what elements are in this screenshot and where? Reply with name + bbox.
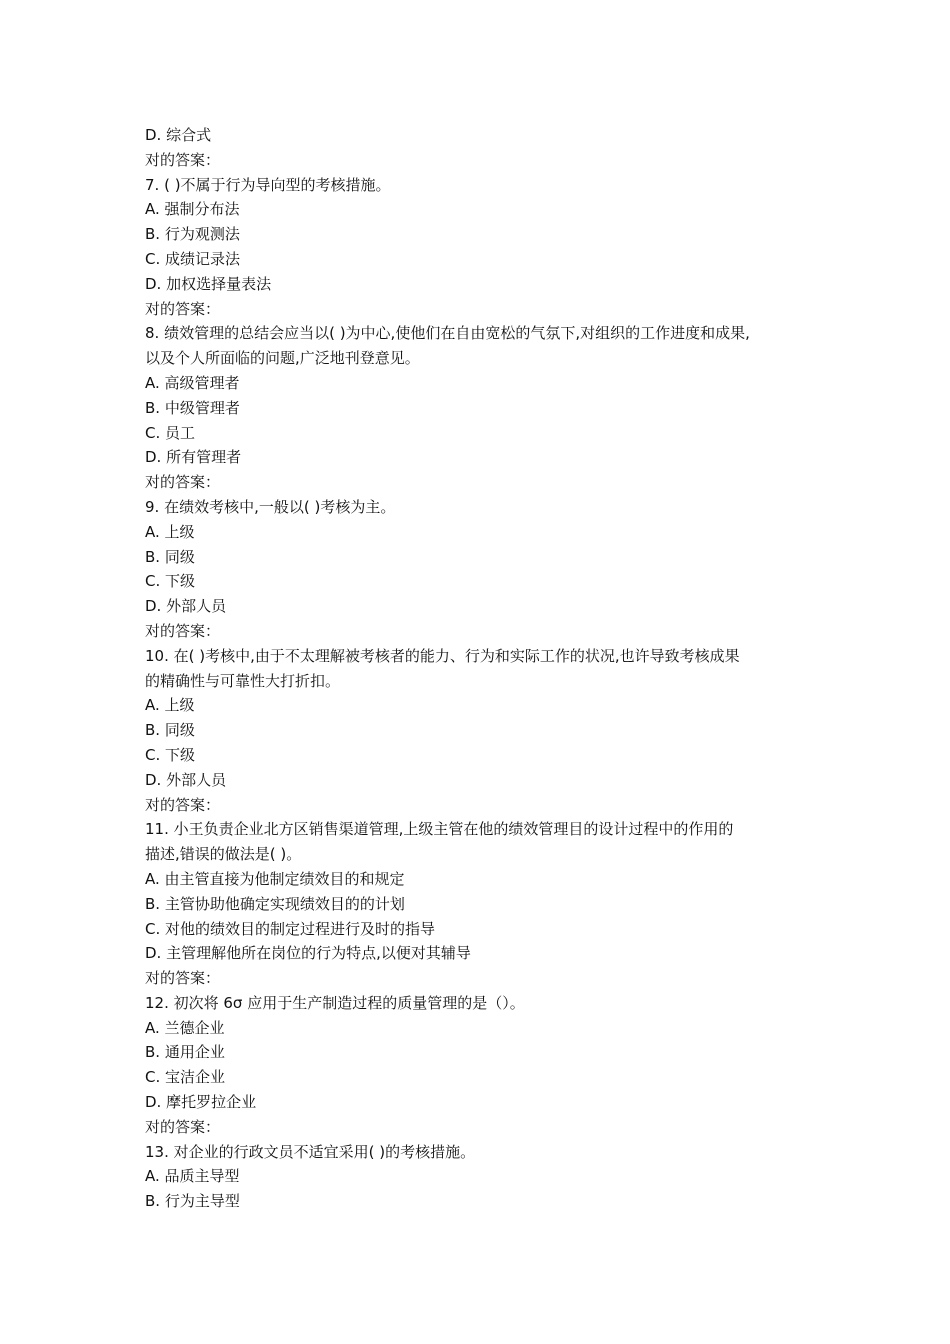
option-line: D. 综合式: [145, 126, 212, 144]
option-line: D. 外部人员: [145, 770, 227, 789]
answer-line: 对的答案：: [145, 150, 221, 169]
option-line: D. 摩托罗拉企业: [145, 1093, 257, 1112]
option-line: C. 员工: [145, 423, 196, 442]
option-line: D. 外部人员: [145, 597, 227, 616]
option-line: C. 下级: [145, 572, 196, 591]
answer-line: 对的答案：: [145, 299, 221, 318]
question-continuation: 描述,错误的做法是( )。: [145, 845, 302, 864]
document-page: [145, 123, 815, 1214]
option-line: A. 上级: [145, 696, 195, 715]
question-continuation: 的精确性与可靠性大打折扣。: [145, 671, 341, 690]
option-line: B. 中级管理者: [145, 398, 240, 417]
option-line: A. 兰德企业: [145, 1018, 225, 1037]
option-line: D. 加权选择量表法: [145, 274, 272, 293]
question-line: 12. 初次将 6σ 应用于生产制造过程的质量管理的是（）。: [145, 993, 525, 1012]
question-line: 7. ( )不属于行为导向型的考核措施。: [145, 175, 391, 194]
answer-line: 对的答案：: [145, 969, 221, 988]
option-line: B. 同级: [145, 721, 195, 740]
option-line: C. 宝洁企业: [145, 1068, 226, 1087]
question-continuation: 以及个人所面临的问题,广泛地刊登意见。: [145, 349, 420, 368]
option-line: C. 下级: [145, 745, 196, 764]
option-line: A. 强制分布法: [145, 200, 240, 219]
question-line: 9. 在绩效考核中,一般以( )考核为主。: [145, 497, 396, 516]
option-line: B. 行为观测法: [145, 225, 240, 244]
answer-line: 对的答案：: [145, 1117, 221, 1136]
answer-line: 对的答案：: [145, 473, 221, 492]
option-line: C. 成绩记录法: [145, 249, 241, 268]
option-line: A. 上级: [145, 522, 195, 541]
option-line: B. 行为主导型: [145, 1192, 240, 1211]
question-line: 8. 绩效管理的总结会应当以( )为中心,使他们在自由宽松的气氛下,对组织的工作进度和成果,: [145, 324, 750, 343]
option-line: B. 通用企业: [145, 1043, 225, 1062]
option-line: A. 品质主导型: [145, 1167, 240, 1186]
question-line: 11. 小王负责企业北方区销售渠道管理,上级主管在他的绩效管理目的设计过程中的作用的: [145, 820, 734, 839]
answer-line: 对的答案：: [145, 621, 221, 640]
question-line: 13. 对企业的行政文员不适宜采用( )的考核措施。: [145, 1142, 476, 1161]
option-line: C. 对他的绩效目的制定过程进行及时的指导: [145, 919, 436, 938]
option-line: D. 主管理解他所在岗位的行为特点,以便对其辅导: [145, 944, 471, 963]
option-line: A. 高级管理者: [145, 373, 240, 392]
question-line: 10. 在( )考核中,由于不太理解被考核者的能力、行为和实际工作的状况,也许导致考核成果: [145, 646, 740, 665]
option-line: B. 同级: [145, 547, 195, 566]
option-line: D. 所有管理者: [145, 448, 242, 467]
answer-line: 对的答案：: [145, 795, 221, 814]
option-line: A. 由主管直接为他制定绩效目的和规定: [145, 869, 405, 888]
option-line: B. 主管协助他确定实现绩效目的的计划: [145, 894, 405, 913]
